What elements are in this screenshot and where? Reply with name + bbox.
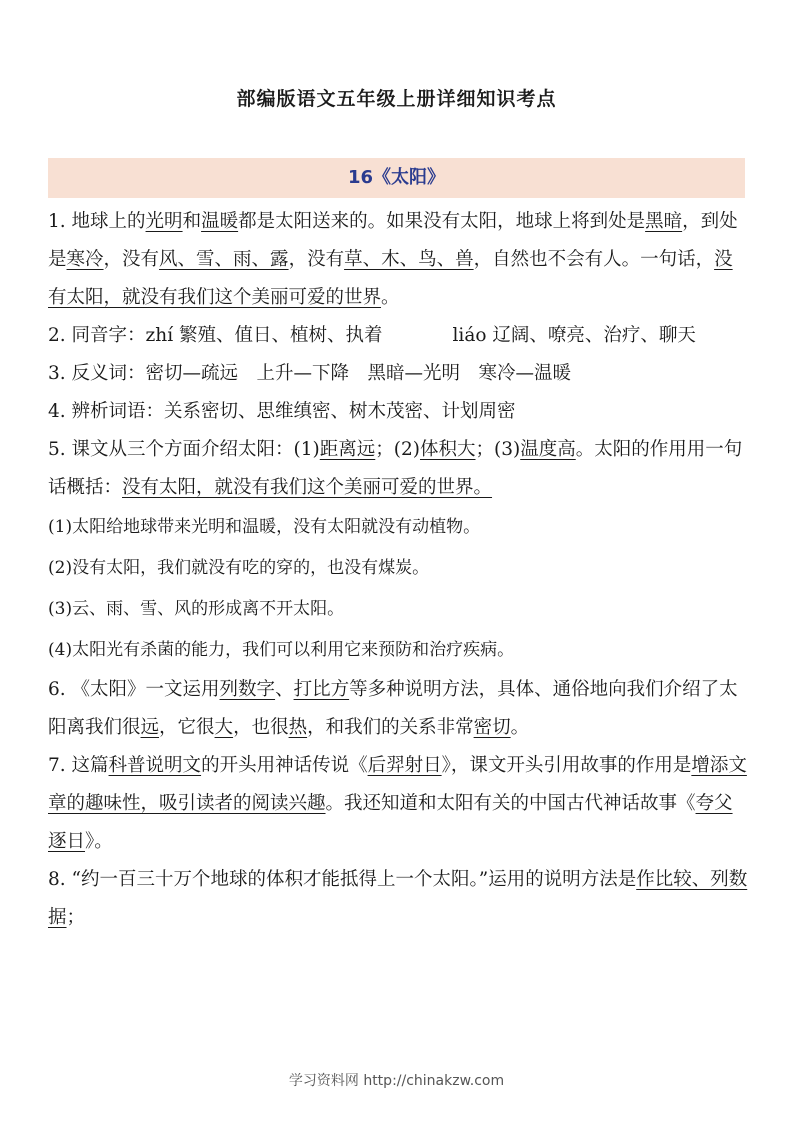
answer-blank: 科普说明文 [108,755,202,776]
content-body [48,203,748,937]
text: ； [66,907,86,928]
text: 的开头用神话传说《 [201,755,368,776]
text: 》。 [85,831,113,852]
answer-blank: 列数字 [219,679,276,700]
text: 》，课文开头引用故事的作用是 [441,755,692,776]
text: 。太阳的作用用一句话概括： [48,439,743,498]
homophone-liao: liáo 辽阔、嘹亮、治疗、聊天 [452,325,696,346]
answer-blank: 温暖 [201,211,239,232]
text: ，自然也不会有人。一句话， [473,249,715,270]
answer-blank: 作比较、列数据 [48,869,748,928]
answer-blank: 温度高 [520,439,576,460]
text: ；(3) [475,439,521,460]
text: 等多种说明方法，具体、通俗地向我们介绍了太阳离我们很 [48,679,738,738]
answer-blank: 增添文章的趣味性，吸引读者的阅读兴趣 [48,755,747,814]
answer-blank: 寒冷 [66,249,104,270]
sub-item-2: (2)没有太阳，我们就没有吃的穿的，也没有煤炭。 [48,558,430,578]
text: 1. 地球上的 [48,211,146,232]
answer-blank: 大 [214,717,234,738]
text: ，和我们的关系非常 [307,717,474,738]
answer-blank: 夸父逐日 [48,793,733,852]
text: 都是太阳送来的。如果没有太阳，地球上将到处是 [238,211,646,232]
answer-blank: 打比方 [293,679,350,700]
text: 。 [381,287,400,308]
answer-blank: 热 [288,717,308,738]
text: 。我还知道和太阳有关的中国古代神话故事《 [325,793,696,814]
text: 、 [275,679,294,700]
text: 和 [182,211,202,232]
text: ，没有 [103,249,160,270]
answer-blank: 没有太阳，就没有我们这个美丽可爱的世界 [48,249,733,308]
answer-blank: 远 [140,717,160,738]
item-7 [48,747,748,861]
text: ，也很 [233,717,289,738]
homophone-zhi: 2. 同音字：zhí 繁殖、值日、植树、执着 [48,325,383,346]
answer-blank: 黑暗 [645,211,683,232]
item-4: 4. 辨析词语：关系密切、思维缜密、树木茂密、计划周密 [48,401,516,422]
text: 7. 这篇 [48,755,109,776]
footer-source: 学习资料网 http://chinakzw.com [288,1073,505,1089]
page-title: 部编版语文五年级上册详细知识考点 [236,88,557,110]
text: 5. 课文从三个方面介绍太阳：(1) [48,439,320,460]
answer-blank: 后羿射日 [367,755,442,776]
answer-blank: 密切 [473,717,511,738]
item-1 [48,203,748,317]
answer-blank: 光明 [145,211,183,232]
answer-blank: 体积大 [419,439,476,460]
text: ，没有 [288,249,345,270]
text: 8. “约一百三十万个地球的体积才能抵得上一个太阳。”运用的说明方法是 [48,869,637,890]
item-2 [48,317,748,355]
sub-item-3: (3)云、雨、雪、风的形成离不开太阳。 [48,599,345,619]
text: 6. 《太阳》一文运用 [48,679,220,700]
item-6 [48,671,748,747]
text: 。 [510,717,530,738]
text: ；(2) [375,439,420,460]
item-5 [48,431,748,507]
answer-blank: 距离远 [319,439,376,460]
item-8 [48,861,748,937]
answer-blank: 草、木、鸟、兽 [344,249,474,270]
sub-item-1: (1)太阳给地球带来光明和温暖，没有太阳就没有动植物。 [48,517,481,537]
answer-blank: 没有太阳，就没有我们这个美丽可爱的世界。 [122,477,493,498]
answer-blank: 风、雪、雨、露 [159,249,289,270]
text: ，到处是 [48,211,738,270]
sub-item-4: (4)太阳光有杀菌的能力，我们可以利用它来预防和治疗疾病。 [48,640,515,660]
text: ，它很 [159,717,215,738]
item-3: 3. 反义词：密切—疏远 上升—下降 黑暗—光明 寒冷—温暖 [48,363,572,384]
section-heading: 16《太阳》 [48,158,745,198]
